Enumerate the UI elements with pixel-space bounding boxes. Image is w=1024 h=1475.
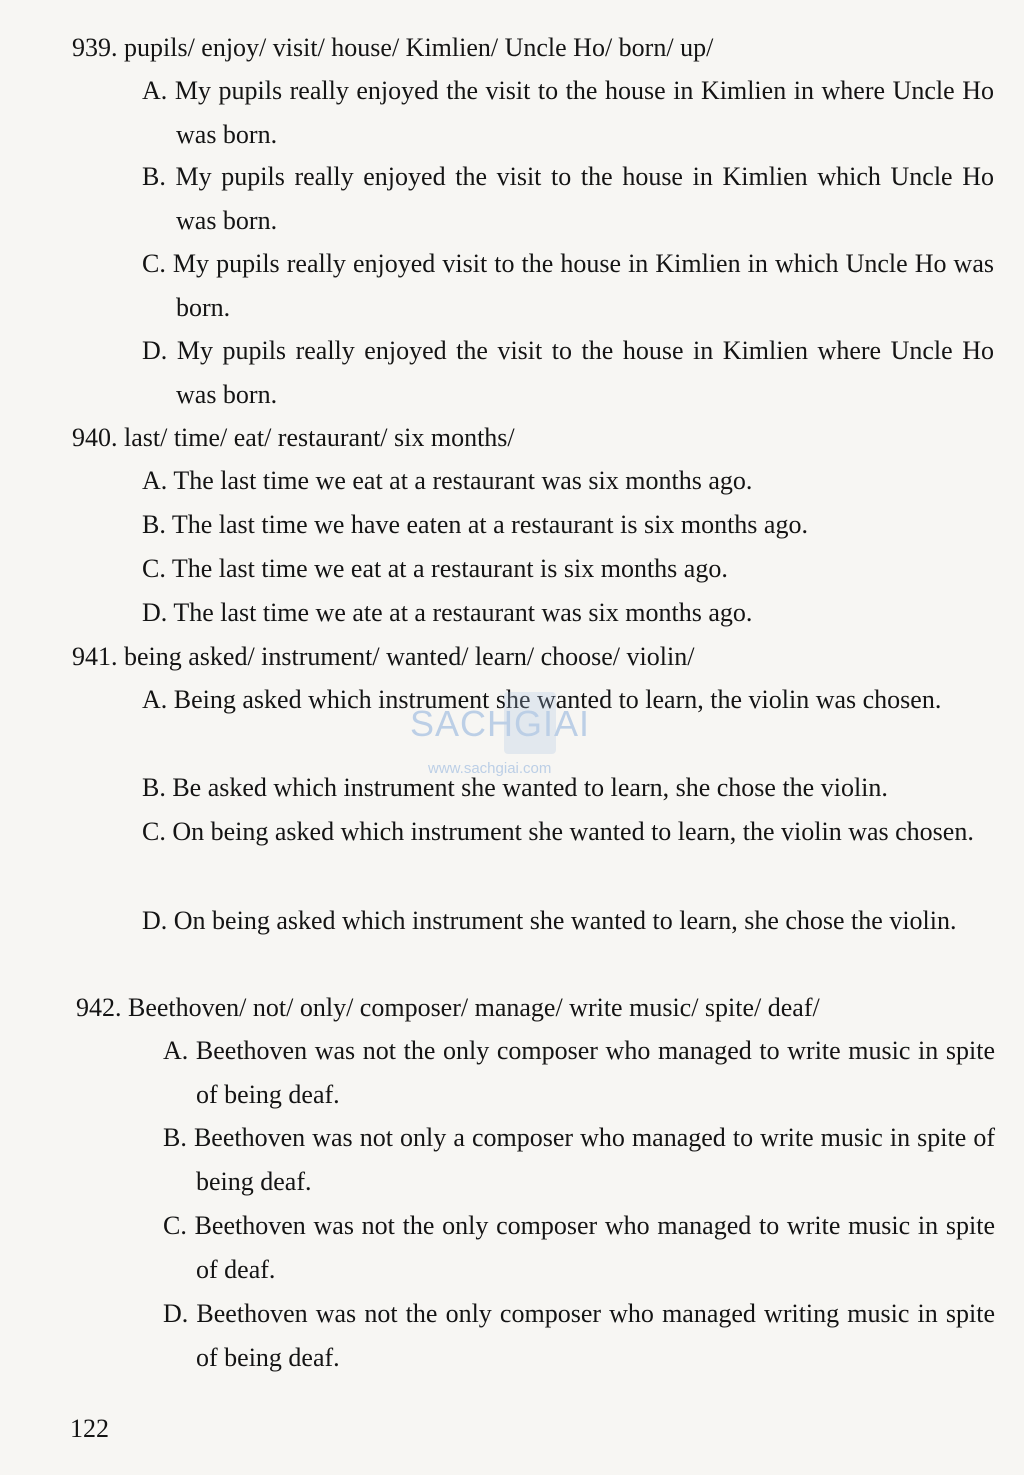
option-letter: B. (163, 1123, 187, 1152)
question-942-option-c (163, 1204, 995, 1292)
question-942-option-d (163, 1292, 995, 1380)
option-letter: B. (142, 510, 166, 539)
option-text: The last time we eat at a restaurant was six months ago. (173, 466, 753, 495)
option-letter: A. (142, 685, 168, 714)
option-letter: D. (142, 598, 168, 627)
option-letter: C. (163, 1211, 187, 1240)
watermark-brand: SACHGIAI (410, 703, 591, 744)
option-letter: B. (142, 773, 166, 802)
question-939-option-d (142, 329, 994, 417)
question-940-prompt: 940. last/ time/ eat/ restaurant/ six months/ (72, 423, 515, 452)
watermark-url: www.sachgiai.com (428, 760, 552, 777)
option-text: The last time we eat at a restaurant is six months ago. (171, 554, 728, 583)
question-942-option-b (163, 1116, 995, 1204)
option-letter: C. (142, 554, 166, 583)
question-941-prompt: 941. being asked/ instrument/ wanted/ learn/ choose/ violin/ (72, 642, 695, 671)
option-text: Beethoven was not the only composer who managed to write music in spite of deaf. (194, 1211, 995, 1284)
option-letter: C. (142, 817, 166, 846)
question-940-option-d (142, 591, 960, 635)
question-939-option-c (142, 242, 994, 330)
page-number: 122 (70, 1414, 109, 1443)
question-939-option-b (142, 155, 994, 243)
option-letter: B. (142, 162, 166, 191)
watermark-logo (410, 690, 620, 785)
option-text: Beethoven was not only a composer who managed to write music in spite of being deaf. (193, 1123, 996, 1196)
option-letter: A. (163, 1036, 189, 1065)
option-letter: D. (142, 906, 168, 935)
option-text: On being asked which instrument she wanted to learn, the violin was chosen. (172, 817, 974, 846)
option-text: The last time we ate at a restaurant was six months ago. (173, 598, 753, 627)
option-text: Beethoven was not the only composer who managed to write music in spite of being deaf. (195, 1036, 995, 1109)
option-letter: C. (142, 249, 166, 278)
option-letter: D. (142, 336, 168, 365)
option-text: My pupils really enjoyed the visit to the house in Kimlien which Uncle Ho was born. (175, 162, 995, 235)
option-letter: D. (163, 1299, 189, 1328)
question-940-option-b (142, 503, 960, 547)
option-text: My pupils really enjoyed the visit to the house in Kimlien where Uncle Ho was born. (176, 336, 994, 409)
question-941-option-c (142, 810, 995, 854)
option-letter: A. (142, 466, 168, 495)
question-939-option-a (142, 69, 994, 157)
question-942-prompt: 942. Beethoven/ not/ only/ composer/ manage/ write music/ spite/ deaf/ (76, 993, 820, 1022)
question-940-option-a (142, 459, 960, 503)
option-text: On being asked which instrument she wanted to learn, she chose the violin. (173, 906, 957, 935)
option-letter: A. (142, 76, 168, 105)
option-text: Be asked which instrument she wanted to learn, she chose the violin. (172, 773, 888, 802)
option-text: The last time we have eaten at a restaurant is six months ago. (171, 510, 808, 539)
question-941-option-d (142, 899, 995, 943)
option-text: My pupils really enjoyed the visit to the house in Kimlien in where Uncle Ho was born. (174, 76, 995, 149)
question-940-option-c (142, 547, 960, 591)
option-text: Being asked which instrument she wanted to learn, the violin was chosen. (173, 685, 942, 714)
option-text: My pupils really enjoyed visit to the house in Kimlien in which Uncle Ho was born. (172, 249, 994, 322)
option-text: Beethoven was not the only composer who managed writing music in spite of being deaf. (196, 1299, 995, 1372)
question-942-option-a (163, 1029, 995, 1117)
question-939-prompt: 939. pupils/ enjoy/ visit/ house/ Kimlien/ Uncle Ho/ born/ up/ (72, 33, 714, 62)
